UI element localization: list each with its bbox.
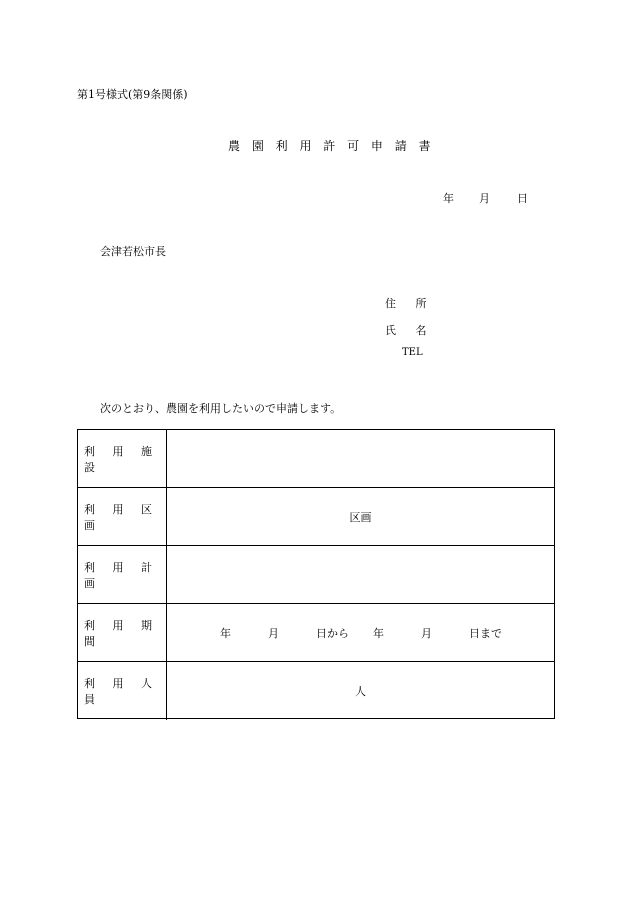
date-line	[443, 190, 528, 206]
addressee: 会津若松市長	[100, 245, 166, 258]
row-label-members: 利 用 人 員	[78, 662, 167, 720]
intro-text: 次のとおり、農園を利用したいので申請します。	[100, 402, 342, 415]
table-row-plot	[78, 488, 554, 546]
application-table	[77, 429, 555, 719]
document-title: 農 園 利 用 許 可 申 請 書	[228, 139, 435, 153]
table-row-members	[78, 662, 554, 720]
form-number: 第1号様式(第9条関係)	[77, 88, 188, 101]
date-month-label: 月	[479, 192, 490, 205]
period-to-year: 年	[373, 626, 384, 640]
period-from-day: 日から	[316, 626, 349, 640]
row-value-plot[interactable]: 区画	[349, 510, 372, 524]
table-row-facility	[78, 430, 554, 488]
row-label-plot: 利 用 区 画	[78, 488, 167, 545]
period-from-year: 年	[220, 626, 231, 640]
name-label: 氏 名	[385, 324, 435, 337]
period-to-day: 日まで	[469, 626, 502, 640]
row-label-plan: 利 用 計 画	[78, 546, 167, 603]
row-value-members[interactable]: 人	[355, 685, 366, 698]
table-row-period	[78, 604, 554, 662]
row-value-facility[interactable]	[167, 430, 554, 487]
period-fields	[167, 604, 554, 661]
tel-label: TEL	[402, 347, 423, 358]
row-value-plan[interactable]	[167, 546, 554, 603]
date-year-label: 年	[443, 192, 454, 205]
row-value-period[interactable]	[167, 604, 554, 661]
address-label: 住 所	[385, 297, 435, 310]
period-to-month: 月	[421, 626, 432, 640]
table-row-plan	[78, 546, 554, 604]
row-label-period: 利 用 期 間	[78, 604, 167, 661]
period-from-month: 月	[268, 626, 279, 640]
row-label-facility: 利 用 施 設	[78, 430, 167, 487]
date-day-label: 日	[517, 192, 528, 205]
